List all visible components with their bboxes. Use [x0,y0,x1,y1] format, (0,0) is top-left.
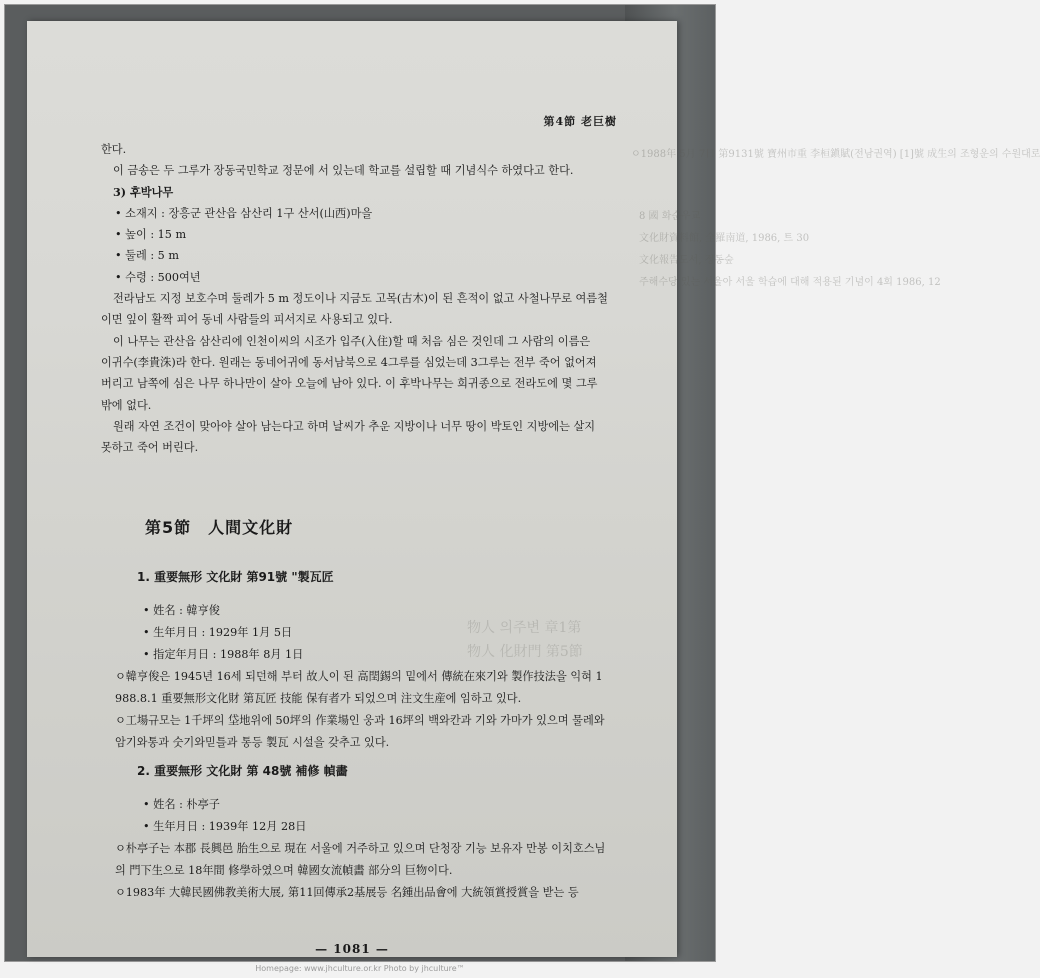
bleed-through-text: 文化報告도서, 정동숲 [639,255,734,266]
text-line: 전라남도 지정 보호수며 둘레가 5 m 정도이나 지금도 고목(古木)이 된 흔적이 없고 사철나무로 여름철 [113,292,608,306]
text-line: 의 門下生으로 18年間 修學하였으며 韓國女流幀畵 部分의 巨物이다. [115,864,453,877]
text-line: 못하고 죽어 버린다. [101,441,199,455]
bleed-through-text: 주해수당 있는 서울아 서울 학습에 대해 적용된 기념이 4회 1986, 12 [639,277,941,288]
text-line: 이 나무는 관산읍 삼산리에 인천이씨의 시조가 입주(入住)할 때 처음 심은 것인데 그 사람의 이름은 [113,334,591,348]
text-line: 한다. [101,143,127,156]
text-line: 암기와통과 숫기와믿틀과 통등 製瓦 시설을 갖추고 있다. [115,736,390,749]
bullet-location: • 소재지 : 장흥군 관산읍 삼산리 1구 산서(山西)마을 [115,206,373,220]
bleed-through-text: 物人 化財門 第5節 [467,644,583,660]
text-line: 원래 자연 조건이 맞아야 살아 남는다고 하며 날씨가 추운 지방이나 너무 땅이 박토인 지방에는 살지 [113,419,596,433]
text-line: ㅇ朴亭子는 本郡 長興邑 胎生으로 現在 서울에 거주하고 있으며 단청장 기능 보유자 만봉 이치호스님 [115,842,606,855]
bullet-girth: • 둘레 : 5 m [115,249,179,263]
text-line: 988.8.1 重要無形文化財 第瓦匠 技能 保有者가 되었으며 注文生産에 임하고 있다. [115,692,522,705]
bleed-through-text: 8 國 화순우교 [639,211,701,222]
bullet-birthdate: • 生年月日 : 1929年 1月 5日 [143,626,293,639]
text-line: 이면 잎이 활짝 피어 동네 사람들의 피서지로 사용되고 있다. [101,313,393,327]
item-heading: 1. 重要無形 文化財 第91號 "製瓦匠 [137,570,334,584]
bullet-birthdate: • 生年月日 : 1939年 12月 28日 [143,820,307,833]
text-line: ㅇ1983年 大韓民國佛教美術大展, 第11回傳承2基展등 名鍾出品會에 大統領賞授賞을 받는 등 [115,886,579,899]
bullet-name: • 姓名 : 朴亭子 [143,798,220,811]
main-text-block [101,139,621,458]
text-line: 버리고 남쪽에 심은 나무 하나만이 살아 오늘에 남아 있다. 이 후박나무는 희귀종으로 전라도에 몇 그루 [101,377,598,391]
text-line: 이 금송은 두 그루가 장동국민학교 정문에 서 있는데 학교를 설립할 때 기념식수 하였다고 한다. [113,164,574,178]
bullet-height: • 높이 : 15 m [115,228,187,242]
bleed-through-text: ㅇ1988年 5月 7日 第9131號 寶州市重 李桓鎭賦(전남권역) [1]號 成生의 조형운의 수원대로 [631,149,1040,160]
text-line: 밖에 없다. [101,398,152,412]
text-line: ㅇ工場규모는 1千坪의 垈地위에 50坪의 作業場인 웅과 16坪의 백와칸과 기와 가마가 있으며 물레와 [115,714,605,727]
photo-credit-footer: Homepage: www.jhculture.or.kr Photo by jhculture™ [255,964,465,973]
text-line: 이귀수(李貴洙)라 한다. 원래는 동네어귀에 동서남북으로 4그루를 심었는데 3그루는 전부 죽어 없어져 [101,355,597,369]
human-heritage-block [115,566,635,904]
bullet-designation-date: • 指定年月日 : 1988年 8月 1日 [143,648,304,661]
bleed-through-text: 文化財資料館, 全羅南道, 1986, 트 30 [639,233,810,244]
running-head: 第4節 老巨樹 [543,115,617,128]
bullet-name: • 姓名 : 韓亨俊 [143,604,220,617]
item-heading: 2. 重要無形 文化財 第 48號 補修 幀畵 [137,764,348,778]
section-title: 第5節 人間文化財 [145,518,294,537]
text-line: ㅇ韓亨俊은 1945년 16세 되던해 부터 故人이 된 高閏錫의 밑에서 傳統在來기와 製作技法을 익혀 1 [115,670,603,683]
bullet-age: • 수령 : 500여년 [115,270,201,284]
page-number: — 1081 — [315,942,389,956]
photo-frame [4,4,1040,962]
book-page [27,21,1040,957]
subsection-heading: 3) 후박나무 [113,184,174,199]
bleed-through-text: 物人 의주변 章1第 [467,620,582,636]
